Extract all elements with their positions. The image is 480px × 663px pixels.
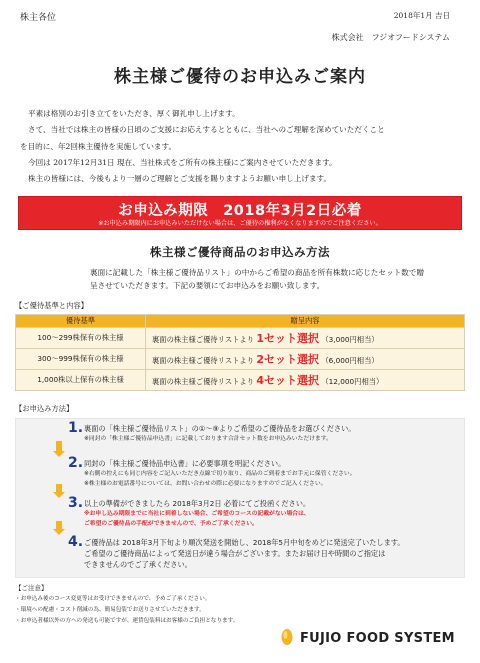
criteria-desc: 裏面の株主様ご優待リストより bbox=[152, 377, 255, 386]
greeting-line: を目的に、年2回株主優待を実施しています。 bbox=[20, 141, 177, 151]
criteria-table bbox=[15, 314, 465, 391]
down-arrow-icon bbox=[53, 521, 65, 535]
step-note: ※株主様のお電話番号については、お問い合わせの際に必要になりますのでご記入ください。 bbox=[84, 481, 327, 487]
method-label: 【お申込み方法】 bbox=[15, 404, 74, 413]
criteria-content bbox=[146, 328, 465, 349]
price-label: （12,000円相当） bbox=[321, 377, 384, 386]
criteria-desc: 裏面の株主様ご優待リストより bbox=[152, 356, 255, 365]
criteria-label: 【ご優待基準と内容】 bbox=[15, 301, 88, 310]
greeting bbox=[20, 106, 460, 187]
down-arrow-icon bbox=[53, 441, 65, 457]
criteria-content bbox=[146, 349, 465, 370]
greeting-line: 平素は格別のお引き立てをいただき、厚く御礼申し上げます。 bbox=[28, 109, 240, 118]
step-text: 裏面の「株主様ご優待品リスト」の①～⑨よりご希望のご優待品をお選びください。 bbox=[84, 424, 356, 433]
table-row bbox=[16, 349, 465, 370]
addressee: 株主各位 bbox=[20, 13, 57, 23]
section-title: 株主様ご優待商品のお申込み方法 bbox=[150, 245, 330, 259]
criteria-content bbox=[146, 370, 465, 391]
page-title: 株主様ご優待のお申込みご案内 bbox=[114, 67, 366, 87]
column-header: 贈呈内容 bbox=[146, 315, 465, 328]
step-warning: ※お申し込み期限までに当社に到着しない場合、ご希望のコースの記載がない場合は、 bbox=[84, 511, 310, 517]
step-note: ※同封の「株主様ご優待品申込書」に記載しております合計セット数をお申込みいただけます。 bbox=[84, 436, 332, 442]
step-text: ご希望のご優待商品によって発送日が違う場合がございます。またお届け日や時間のご指定は bbox=[84, 549, 386, 558]
deadline-text: お申込み期限 2018年3月2日必着 bbox=[118, 203, 362, 219]
price-label: （3,000円相当） bbox=[321, 335, 379, 344]
step-warning: ご希望のご優待品の手配ができませんので、予めご了承ください。 bbox=[84, 521, 258, 527]
logo-text: FUJIO FOOD SYSTEM bbox=[300, 631, 455, 646]
criteria-basis: 1,000株以上保有の株主様 bbox=[16, 370, 146, 391]
deadline-note: ※お申込み期限内にお申込みいただけない場合は、ご優待の権利がなくなりますのでご注意ください。 bbox=[98, 220, 382, 227]
table-row bbox=[16, 328, 465, 349]
criteria-basis: 300～999株保有の株主様 bbox=[16, 349, 146, 370]
set-label: 2セット選択 bbox=[256, 353, 319, 366]
table-header-row bbox=[16, 315, 465, 328]
greeting-line: さて、当社では株主の皆様の日頃のご支援にお応えするとともに、当社へのご理解を深めていただくこと bbox=[28, 125, 385, 135]
step-note: ※右側の控えにも同じ内容をご記入いただき点線で切り取り、商品のご到着までお手元に保管ください。 bbox=[84, 471, 356, 477]
set-label: 1セット選択 bbox=[256, 332, 319, 345]
greeting-line: 株主の皆様には、今後もより一層のご理解とご支援を賜りますようお願い申し上げます。 bbox=[28, 174, 332, 184]
step-text: できませんのでご了承ください。 bbox=[84, 560, 192, 569]
step-text: 以上の準備ができましたら 2018年3月2日 必着にてご投函ください。 bbox=[84, 499, 311, 508]
criteria-basis: 100～299株保有の株主様 bbox=[16, 328, 146, 349]
deadline-banner bbox=[18, 196, 462, 230]
price-label: （6,000円相当） bbox=[321, 356, 379, 365]
greeting-line: 今回は 2017年12月31日 現在、当社株式をご所有の株主様にご案内させていただきます。 bbox=[28, 157, 337, 167]
section-intro: 裏面に記載した「株主様ご優待品リスト」の中からご希望の商品を所有株数に応じたセット数で贈呈させていただきます。下記の要領にてお申込みをお願い致します。 bbox=[90, 268, 424, 290]
column-header: 優待基準 bbox=[16, 315, 146, 328]
notes-list bbox=[15, 594, 238, 627]
step-text: 同封の「株主様ご優待品申込書」に必要事項を明記ください。 bbox=[84, 459, 286, 468]
note-item: ・環境への配慮・コスト削減の為、簡易包装でお送りさせていただきます。 bbox=[15, 607, 205, 613]
document-date: 2018年1月 吉日 bbox=[393, 11, 450, 20]
table-row bbox=[16, 370, 465, 391]
note-item: ・お申込者様以外の方への発送も可能ですが、運賃包装料はお客様のご負担となります。 bbox=[15, 618, 239, 624]
notes-label: 【ご注意】 bbox=[15, 584, 48, 592]
company-logo bbox=[280, 627, 455, 653]
step-number: 4. bbox=[68, 534, 84, 550]
set-label: 4セット選択 bbox=[256, 374, 319, 387]
step-text: ご優待品は 2018年3月下旬より順次発送を開始し、2018年5月中旬をめどに発送完了いたします。 bbox=[84, 538, 405, 547]
down-arrow-icon bbox=[53, 484, 65, 498]
company-name: 株式会社 フジオフードシステム bbox=[331, 33, 450, 42]
rice-grain-icon bbox=[280, 628, 294, 646]
criteria-desc: 裏面の株主様ご優待リストより bbox=[152, 335, 255, 344]
step-number: 2. bbox=[68, 455, 84, 471]
method-box bbox=[15, 418, 465, 578]
step-number: 3. bbox=[68, 495, 84, 511]
note-item: ・お申込み後のコース変更等はお受けできませんので、予めご了承ください。 bbox=[15, 596, 211, 602]
step-number: 1. bbox=[68, 420, 84, 436]
